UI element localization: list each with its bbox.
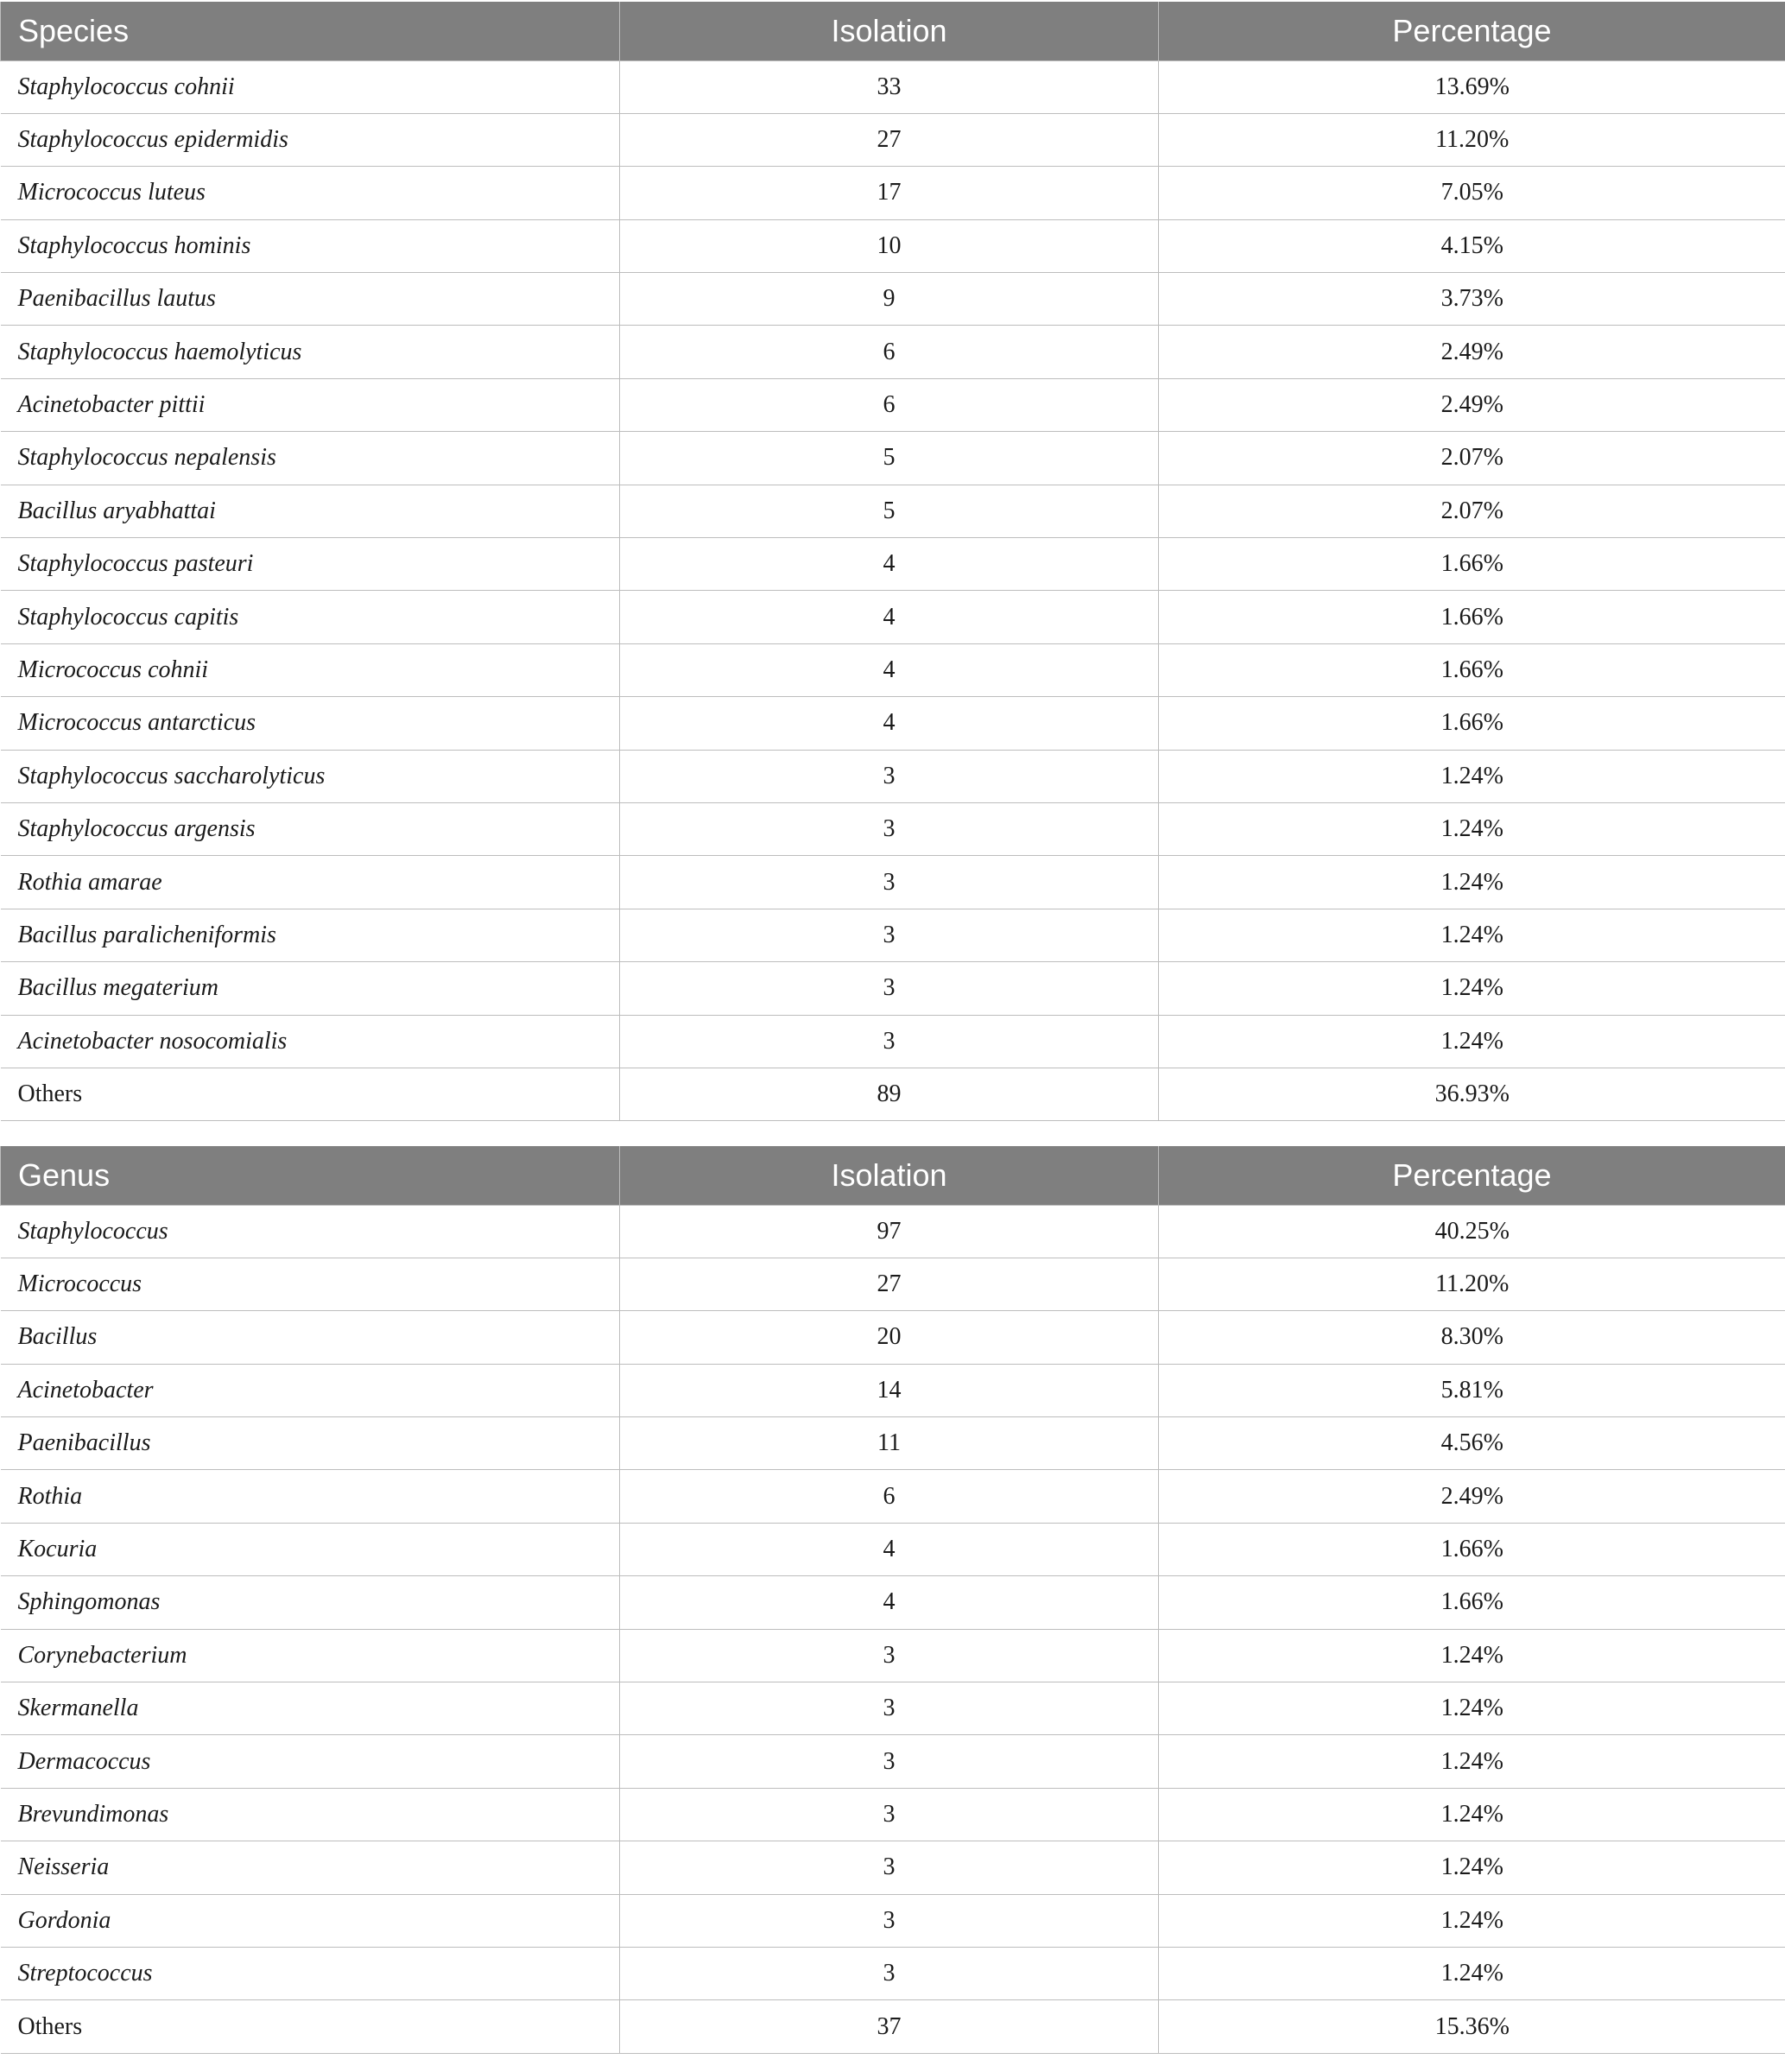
cell-percentage: 1.24%: [1159, 1841, 1785, 1894]
cell-name: Bacillus megaterium: [1, 962, 620, 1015]
cell-percentage: 2.49%: [1159, 326, 1785, 378]
cell-name: Staphylococcus hominis: [1, 219, 620, 272]
table-row: [1, 1205, 1785, 1258]
cell-percentage: 4.56%: [1159, 1417, 1785, 1470]
table-row: [1, 1894, 1785, 1947]
cell-name: Micrococcus: [1, 1258, 620, 1310]
table-row: [1, 1947, 1785, 1999]
table-row: [1, 1068, 1785, 1120]
table-row: [1, 697, 1785, 750]
table-row: [1, 60, 1785, 113]
table-row: [1, 1788, 1785, 1841]
cell-name: Staphylococcus epidermidis: [1, 113, 620, 166]
table-row: [1, 113, 1785, 166]
cell-name: Streptococcus: [1, 1947, 620, 1999]
table-row: [1, 273, 1785, 326]
cell-name: Paenibacillus: [1, 1417, 620, 1470]
cell-name: Micrococcus cohnii: [1, 643, 620, 696]
genus-table: [0, 1146, 1785, 2054]
cell-name: Staphylococcus cohnii: [1, 60, 620, 113]
cell-isolation: 3: [620, 1629, 1159, 1682]
cell-percentage: 3.73%: [1159, 273, 1785, 326]
cell-percentage: 1.66%: [1159, 697, 1785, 750]
cell-name: Skermanella: [1, 1682, 620, 1735]
cell-percentage: 15.36%: [1159, 2000, 1785, 2053]
cell-isolation: 3: [620, 1947, 1159, 1999]
cell-isolation: 9: [620, 273, 1159, 326]
table-row: [1, 485, 1785, 537]
table-row: [1, 1417, 1785, 1470]
cell-name: Paenibacillus lautus: [1, 273, 620, 326]
cell-name: Gordonia: [1, 1894, 620, 1947]
cell-percentage: 40.25%: [1159, 1205, 1785, 1258]
cell-percentage: 7.05%: [1159, 167, 1785, 219]
cell-name: Staphylococcus saccharolyticus: [1, 750, 620, 802]
cell-name: Staphylococcus argensis: [1, 802, 620, 855]
cell-isolation: 3: [620, 802, 1159, 855]
table-row: [1, 378, 1785, 431]
species-header-row: [1, 2, 1785, 60]
cell-percentage: 1.24%: [1159, 1788, 1785, 1841]
cell-isolation: 27: [620, 1258, 1159, 1310]
cell-name: Dermacoccus: [1, 1735, 620, 1788]
cell-percentage: 36.93%: [1159, 1068, 1785, 1120]
cell-percentage: 4.15%: [1159, 219, 1785, 272]
cell-isolation: 89: [620, 1068, 1159, 1120]
table-row: [1, 219, 1785, 272]
cell-name: Staphylococcus haemolyticus: [1, 326, 620, 378]
table-row: [1, 1523, 1785, 1575]
table-row: [1, 909, 1785, 961]
cell-name: Bacillus aryabhattai: [1, 485, 620, 537]
cell-name: Others: [1, 2000, 620, 2053]
table-row: [1, 1682, 1785, 1735]
cell-isolation: 97: [620, 1205, 1159, 1258]
cell-percentage: 1.66%: [1159, 1523, 1785, 1575]
cell-isolation: 14: [620, 1364, 1159, 1416]
cell-isolation: 5: [620, 432, 1159, 485]
cell-isolation: 5: [620, 485, 1159, 537]
cell-isolation: 33: [620, 60, 1159, 113]
cell-name: Acinetobacter pittii: [1, 378, 620, 431]
cell-isolation: 4: [620, 1523, 1159, 1575]
cell-isolation: 3: [620, 750, 1159, 802]
cell-percentage: 11.20%: [1159, 1258, 1785, 1310]
cell-name: Kocuria: [1, 1523, 620, 1575]
table-row: [1, 1735, 1785, 1788]
cell-isolation: 4: [620, 697, 1159, 750]
cell-percentage: 2.07%: [1159, 485, 1785, 537]
column-header-percentage: Percentage: [1159, 2, 1785, 60]
cell-percentage: 2.49%: [1159, 378, 1785, 431]
table-row: [1, 1470, 1785, 1523]
cell-percentage: 1.24%: [1159, 962, 1785, 1015]
cell-name: Acinetobacter: [1, 1364, 620, 1416]
column-header-isolation: Isolation: [620, 2, 1159, 60]
species-table: [0, 2, 1785, 1121]
cell-isolation: 11: [620, 1417, 1159, 1470]
table-row: [1, 326, 1785, 378]
cell-name: Bacillus: [1, 1311, 620, 1364]
cell-percentage: 1.66%: [1159, 591, 1785, 643]
table-row: [1, 1015, 1785, 1068]
cell-isolation: 17: [620, 167, 1159, 219]
table-row: [1, 538, 1785, 591]
cell-percentage: 1.24%: [1159, 802, 1785, 855]
cell-percentage: 1.24%: [1159, 1894, 1785, 1947]
cell-name: Staphylococcus capitis: [1, 591, 620, 643]
table-row: [1, 1364, 1785, 1416]
cell-name: Rothia: [1, 1470, 620, 1523]
cell-isolation: 6: [620, 326, 1159, 378]
cell-percentage: 13.69%: [1159, 60, 1785, 113]
cell-name: Others: [1, 1068, 620, 1120]
cell-isolation: 4: [620, 643, 1159, 696]
cell-isolation: 4: [620, 1576, 1159, 1629]
table-row: [1, 643, 1785, 696]
table-row: [1, 1841, 1785, 1894]
cell-isolation: 4: [620, 591, 1159, 643]
cell-percentage: 1.24%: [1159, 1735, 1785, 1788]
cell-percentage: 1.24%: [1159, 1682, 1785, 1735]
cell-isolation: 3: [620, 909, 1159, 961]
cell-isolation: 3: [620, 1015, 1159, 1068]
cell-isolation: 3: [620, 962, 1159, 1015]
table-row: [1, 432, 1785, 485]
cell-percentage: 8.30%: [1159, 1311, 1785, 1364]
cell-isolation: 3: [620, 1735, 1159, 1788]
cell-name: Staphylococcus nepalensis: [1, 432, 620, 485]
cell-percentage: 1.66%: [1159, 1576, 1785, 1629]
cell-percentage: 1.24%: [1159, 1015, 1785, 1068]
column-header-species: Species: [1, 2, 620, 60]
cell-isolation: 20: [620, 1311, 1159, 1364]
cell-isolation: 37: [620, 2000, 1159, 2053]
cell-name: Rothia amarae: [1, 856, 620, 909]
cell-percentage: 1.66%: [1159, 643, 1785, 696]
cell-name: Micrococcus luteus: [1, 167, 620, 219]
cell-percentage: 1.24%: [1159, 856, 1785, 909]
cell-name: Bacillus paralicheniformis: [1, 909, 620, 961]
cell-percentage: 2.49%: [1159, 1470, 1785, 1523]
cell-percentage: 1.24%: [1159, 909, 1785, 961]
table-row: [1, 591, 1785, 643]
cell-isolation: 4: [620, 538, 1159, 591]
table-row: [1, 750, 1785, 802]
table-row: [1, 1258, 1785, 1310]
table-row: [1, 2000, 1785, 2053]
cell-percentage: 1.24%: [1159, 1947, 1785, 1999]
table-row: [1, 167, 1785, 219]
column-header-percentage: Percentage: [1159, 1146, 1785, 1205]
cell-isolation: 27: [620, 113, 1159, 166]
cell-name: Sphingomonas: [1, 1576, 620, 1629]
cell-isolation: 6: [620, 1470, 1159, 1523]
cell-percentage: 1.24%: [1159, 1629, 1785, 1682]
table-row: [1, 962, 1785, 1015]
cell-percentage: 1.24%: [1159, 750, 1785, 802]
cell-isolation: 3: [620, 856, 1159, 909]
cell-name: Staphylococcus: [1, 1205, 620, 1258]
column-header-isolation: Isolation: [620, 1146, 1159, 1205]
table-row: [1, 1576, 1785, 1629]
table-row: [1, 1629, 1785, 1682]
cell-isolation: 3: [620, 1841, 1159, 1894]
table-row: [1, 1311, 1785, 1364]
genus-header-row: [1, 1146, 1785, 1205]
cell-percentage: 1.66%: [1159, 538, 1785, 591]
cell-name: Staphylococcus pasteuri: [1, 538, 620, 591]
cell-isolation: 10: [620, 219, 1159, 272]
column-header-genus: Genus: [1, 1146, 620, 1205]
cell-isolation: 3: [620, 1788, 1159, 1841]
cell-isolation: 6: [620, 378, 1159, 431]
cell-name: Micrococcus antarcticus: [1, 697, 620, 750]
table-row: [1, 856, 1785, 909]
cell-isolation: 3: [620, 1682, 1159, 1735]
table-row: [1, 802, 1785, 855]
cell-name: Acinetobacter nosocomialis: [1, 1015, 620, 1068]
cell-name: Brevundimonas: [1, 1788, 620, 1841]
cell-name: Corynebacterium: [1, 1629, 620, 1682]
cell-name: Neisseria: [1, 1841, 620, 1894]
cell-isolation: 3: [620, 1894, 1159, 1947]
cell-percentage: 5.81%: [1159, 1364, 1785, 1416]
cell-percentage: 2.07%: [1159, 432, 1785, 485]
cell-percentage: 11.20%: [1159, 113, 1785, 166]
